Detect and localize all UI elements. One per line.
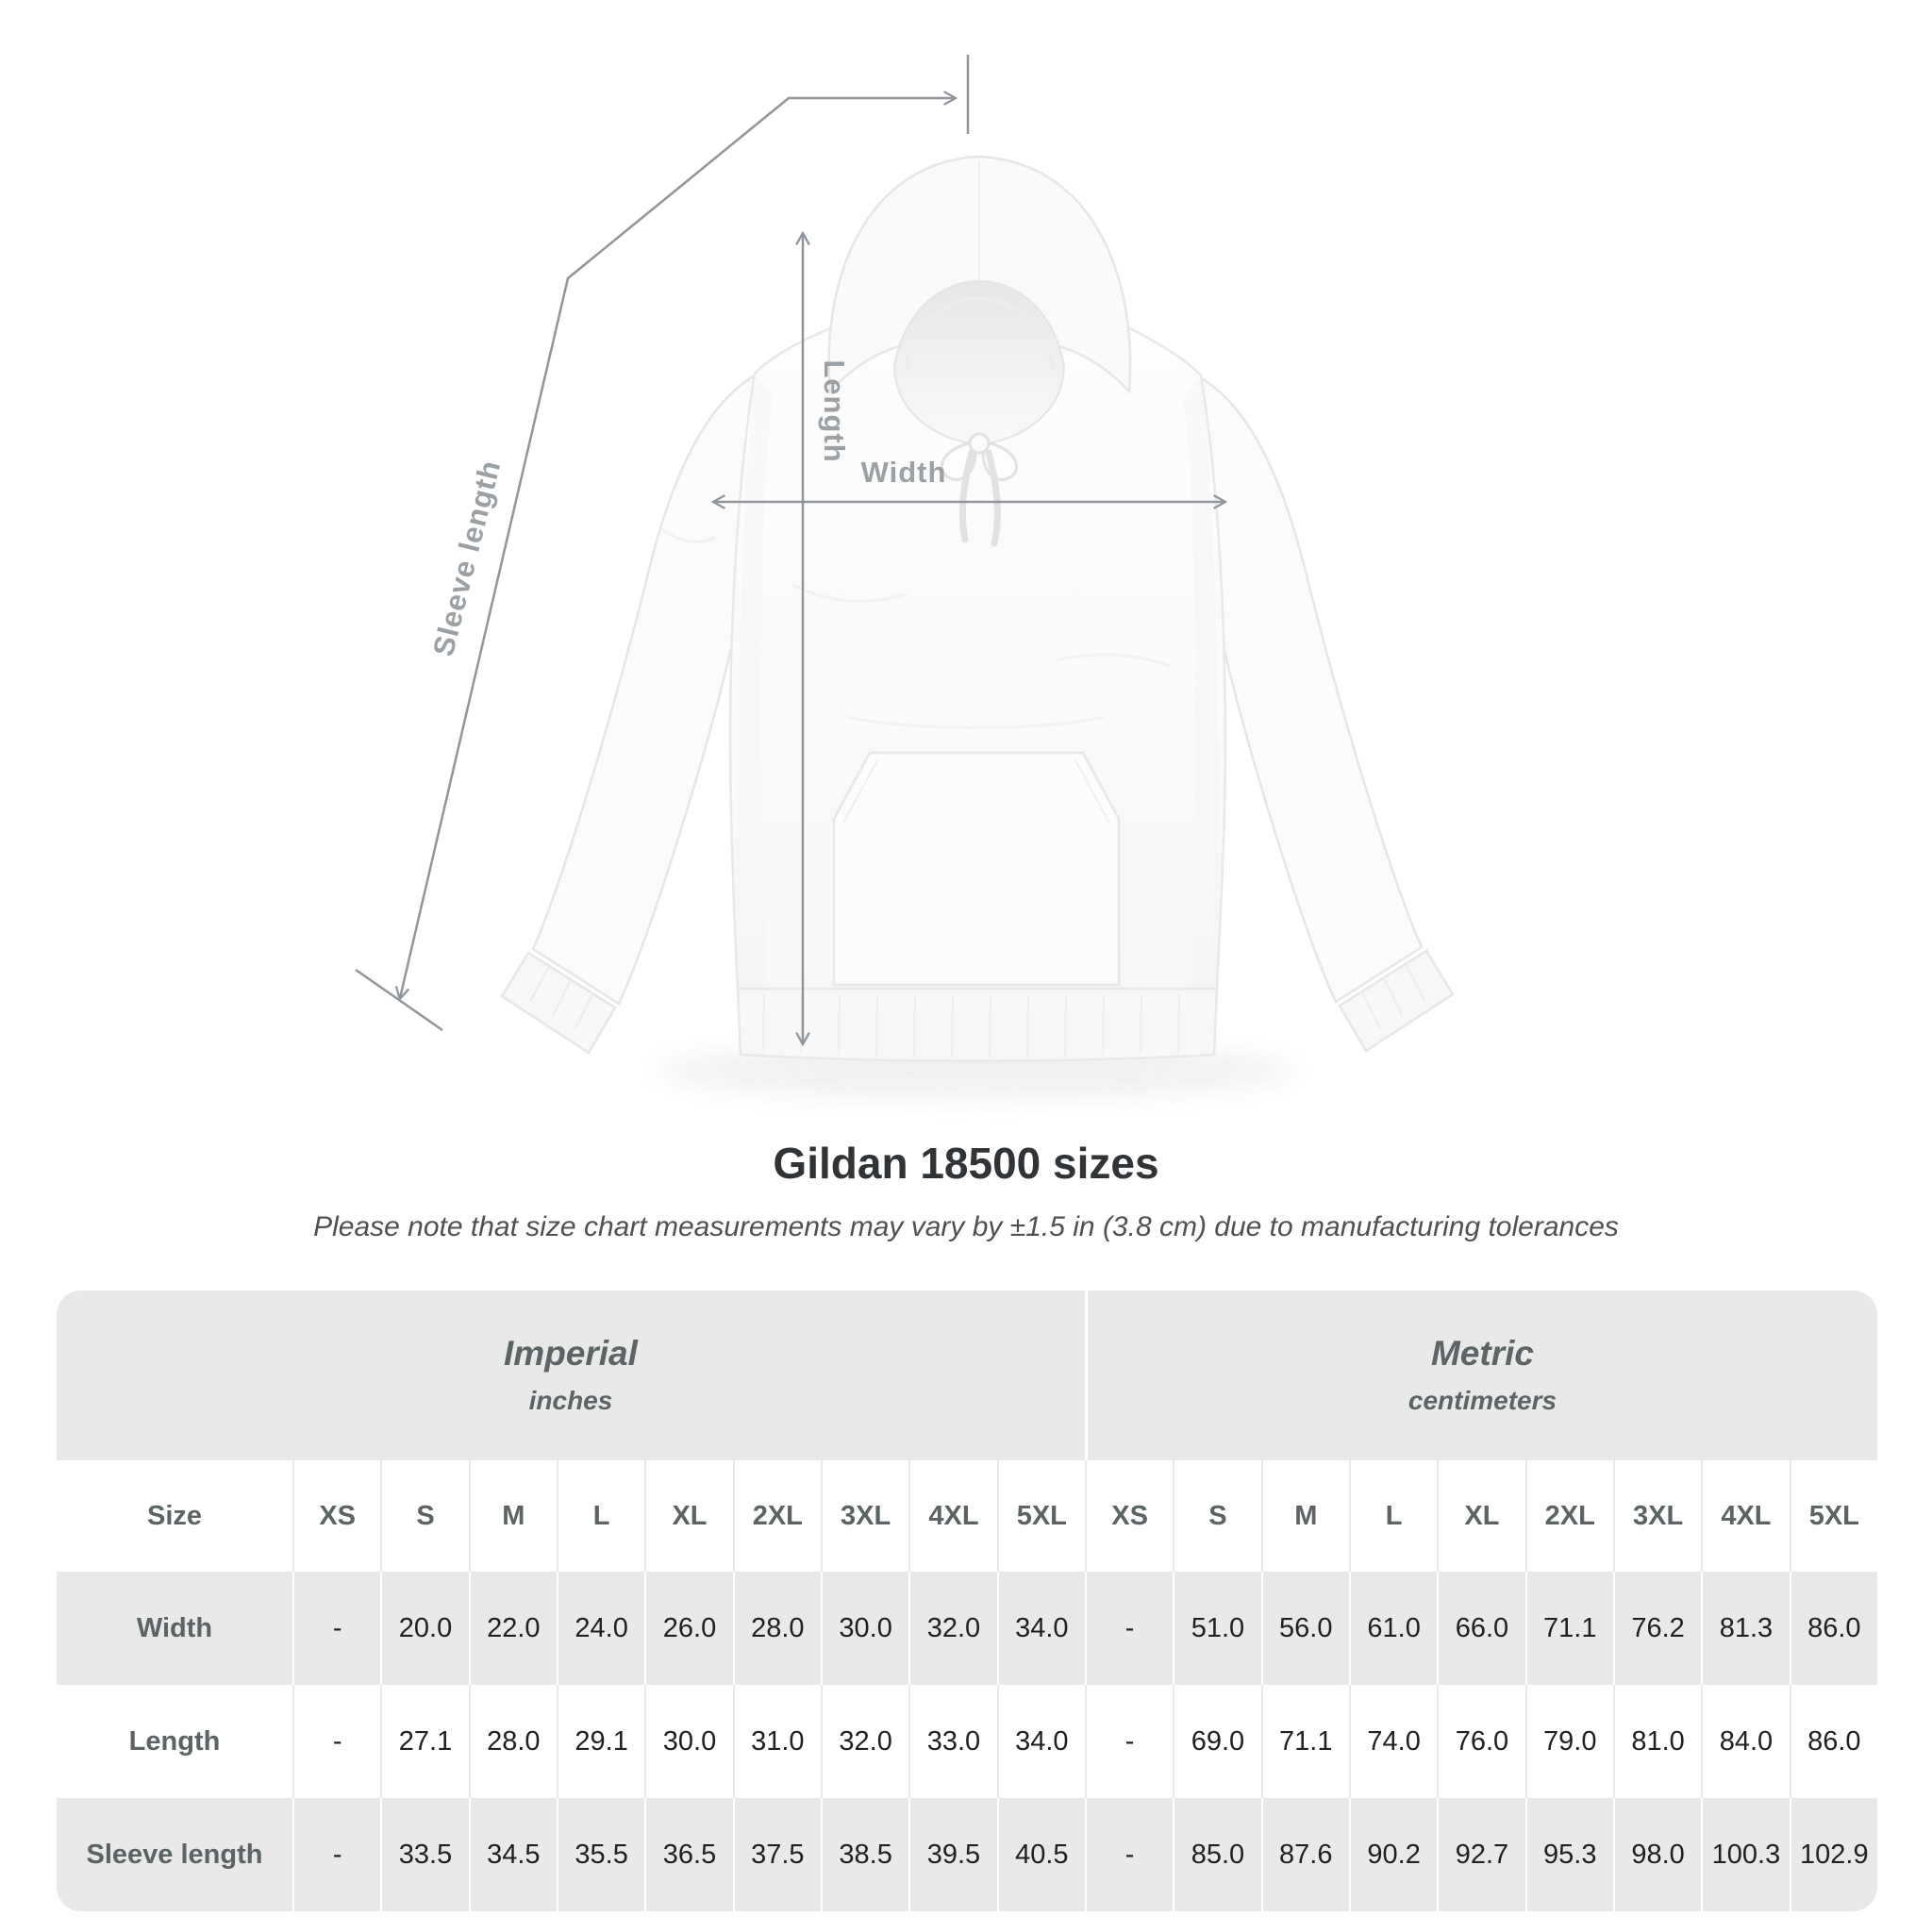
value-cell: 26.0 bbox=[644, 1572, 732, 1685]
size-table bbox=[57, 1291, 1877, 1911]
value-cell: 28.0 bbox=[469, 1685, 557, 1798]
value-cell: 36.5 bbox=[644, 1798, 732, 1911]
value-cell: 37.5 bbox=[733, 1798, 821, 1911]
size-col-header-imperial-5xl: 5XL bbox=[997, 1460, 1085, 1572]
value-cell: 24.0 bbox=[557, 1572, 644, 1685]
page-title: Gildan 18500 sizes bbox=[773, 1139, 1159, 1188]
size-corner-cell: Size bbox=[57, 1460, 292, 1572]
size-col-header-metric-3xl: 3XL bbox=[1613, 1460, 1701, 1572]
value-cell: 29.1 bbox=[557, 1685, 644, 1798]
value-cell: - bbox=[292, 1572, 380, 1685]
value-cell: - bbox=[292, 1685, 380, 1798]
value-cell: 40.5 bbox=[997, 1798, 1085, 1911]
size-col-header-imperial-m: M bbox=[469, 1460, 557, 1572]
value-cell: 84.0 bbox=[1701, 1685, 1789, 1798]
value-cell: 74.0 bbox=[1349, 1685, 1437, 1798]
value-cell: 87.6 bbox=[1261, 1798, 1349, 1911]
size-col-header-imperial-3xl: 3XL bbox=[821, 1460, 908, 1572]
size-col-header-metric-5xl: 5XL bbox=[1790, 1460, 1877, 1572]
value-cell: 81.0 bbox=[1613, 1685, 1701, 1798]
value-cell: 28.0 bbox=[733, 1572, 821, 1685]
value-cell: 98.0 bbox=[1613, 1798, 1701, 1911]
length-label: Length bbox=[818, 359, 851, 463]
imperial-title: Imperial bbox=[504, 1334, 638, 1373]
metric-subtitle: centimeters bbox=[1407, 1386, 1557, 1415]
size-col-header-metric-xl: XL bbox=[1437, 1460, 1524, 1572]
value-cell: 95.3 bbox=[1525, 1798, 1613, 1911]
value-cell: 61.0 bbox=[1349, 1572, 1437, 1685]
value-cell: - bbox=[292, 1798, 380, 1911]
unit-header-metric bbox=[1085, 1291, 1877, 1460]
value-cell: 66.0 bbox=[1437, 1572, 1524, 1685]
value-cell: 102.9 bbox=[1790, 1798, 1877, 1911]
value-cell: 34.5 bbox=[469, 1798, 557, 1911]
hoodie-image bbox=[502, 157, 1453, 1099]
value-cell: - bbox=[1085, 1685, 1173, 1798]
size-header-row bbox=[57, 1460, 1877, 1572]
value-cell: 85.0 bbox=[1173, 1798, 1260, 1911]
value-cell: 86.0 bbox=[1790, 1572, 1877, 1685]
value-cell: 76.2 bbox=[1613, 1572, 1701, 1685]
row-label: Length bbox=[57, 1685, 292, 1798]
value-cell: 100.3 bbox=[1701, 1798, 1789, 1911]
size-col-header-imperial-s: S bbox=[380, 1460, 468, 1572]
value-cell: 71.1 bbox=[1261, 1685, 1349, 1798]
value-cell: 27.1 bbox=[380, 1685, 468, 1798]
tolerance-note: Please note that size chart measurements may vary by ±1.5 in (3.8 cm) due to manufacturing tolerances bbox=[313, 1211, 1619, 1242]
value-cell: 31.0 bbox=[733, 1685, 821, 1798]
value-cell: 86.0 bbox=[1790, 1685, 1877, 1798]
size-col-header-metric-l: L bbox=[1349, 1460, 1437, 1572]
sleeve-length-label: Sleeve length bbox=[426, 456, 508, 659]
value-cell: 81.3 bbox=[1701, 1572, 1789, 1685]
imperial-subtitle: inches bbox=[528, 1386, 613, 1415]
value-cell: 79.0 bbox=[1525, 1685, 1613, 1798]
value-cell: 32.0 bbox=[821, 1685, 908, 1798]
value-cell: 92.7 bbox=[1437, 1798, 1524, 1911]
value-cell: 34.0 bbox=[997, 1572, 1085, 1685]
value-cell: 22.0 bbox=[469, 1572, 557, 1685]
size-col-header-metric-s: S bbox=[1173, 1460, 1260, 1572]
value-cell: 30.0 bbox=[644, 1685, 732, 1798]
size-col-header-metric-4xl: 4XL bbox=[1701, 1460, 1789, 1572]
value-cell: 35.5 bbox=[557, 1798, 644, 1911]
value-cell: 34.0 bbox=[997, 1685, 1085, 1798]
value-cell: 90.2 bbox=[1349, 1798, 1437, 1911]
size-col-header-metric-2xl: 2XL bbox=[1525, 1460, 1613, 1572]
metric-title: Metric bbox=[1430, 1334, 1534, 1373]
size-col-header-imperial-l: L bbox=[557, 1460, 644, 1572]
value-cell: 38.5 bbox=[821, 1798, 908, 1911]
value-cell: 56.0 bbox=[1261, 1572, 1349, 1685]
unit-header-imperial bbox=[57, 1291, 1085, 1460]
value-cell: 33.0 bbox=[908, 1685, 996, 1798]
value-cell: 71.1 bbox=[1525, 1572, 1613, 1685]
size-col-header-metric-xs: XS bbox=[1085, 1460, 1173, 1572]
size-col-header-imperial-xl: XL bbox=[644, 1460, 732, 1572]
width-row bbox=[57, 1572, 1877, 1685]
value-cell: 30.0 bbox=[821, 1572, 908, 1685]
value-cell: - bbox=[1085, 1572, 1173, 1685]
unit-header-row bbox=[57, 1291, 1877, 1460]
row-label: Sleeve length bbox=[57, 1798, 292, 1911]
value-cell: 69.0 bbox=[1173, 1685, 1260, 1798]
sleeve-length-row bbox=[57, 1798, 1877, 1911]
value-cell: 32.0 bbox=[908, 1572, 996, 1685]
value-cell: - bbox=[1085, 1798, 1173, 1911]
value-cell: 33.5 bbox=[380, 1798, 468, 1911]
size-col-header-imperial-4xl: 4XL bbox=[908, 1460, 996, 1572]
value-cell: 76.0 bbox=[1437, 1685, 1524, 1798]
size-col-header-imperial-xs: XS bbox=[292, 1460, 380, 1572]
width-label: Width bbox=[860, 456, 947, 489]
value-cell: 51.0 bbox=[1173, 1572, 1260, 1685]
size-col-header-imperial-2xl: 2XL bbox=[733, 1460, 821, 1572]
size-col-header-metric-m: M bbox=[1261, 1460, 1349, 1572]
value-cell: 20.0 bbox=[380, 1572, 468, 1685]
row-label: Width bbox=[57, 1572, 292, 1685]
value-cell: 39.5 bbox=[908, 1798, 996, 1911]
sleeve-length-cuff-tick bbox=[356, 970, 442, 1030]
length-row bbox=[57, 1685, 1877, 1798]
